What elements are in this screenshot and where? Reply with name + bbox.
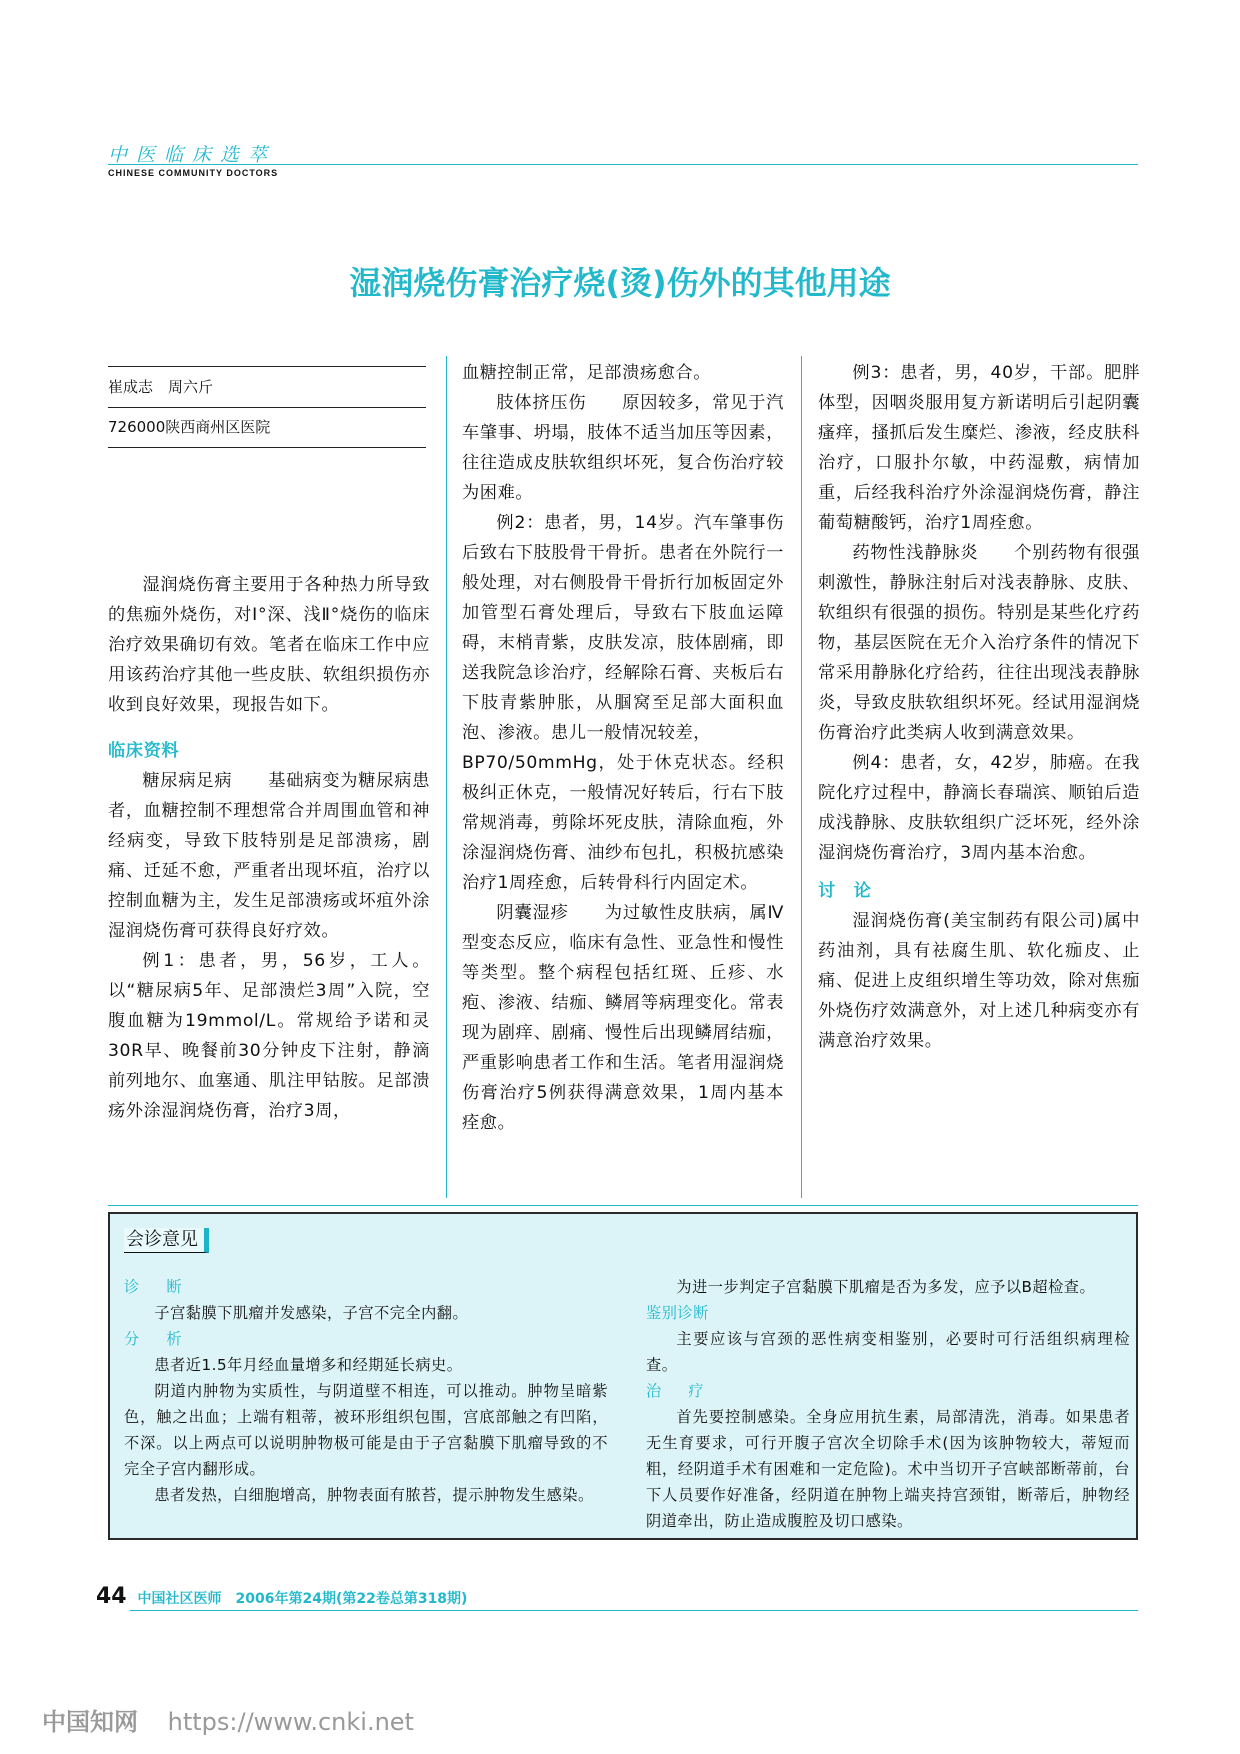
paragraph-case-3: 例3：患者，男，40岁，干部。肥胖体型，因咽炎服用复方新诺明后引起阴囊瘙痒，搔抓后发生糜烂、渗液，经皮肤科治疗，口服扑尔敏，中药湿敷，病情加重，后经我科治疗外涂湿润烧伤膏，静注葡萄糖酸钙，治疗1周痊愈。 <box>818 363 1140 533</box>
journal-english-name: CHINESE COMMUNITY DOCTORS <box>108 168 279 178</box>
footer-rule <box>130 1610 1138 1611</box>
journal-section-title: 中医临床选萃 <box>108 144 277 166</box>
differential-text: 主要应该与宫颈的恶性病变相鉴别，必要时可行活组织病理检查。 <box>646 1330 1130 1374</box>
diagnosis-text: 子宫黏膜下肌瘤并发感染，子宫不完全内翻。 <box>154 1304 469 1322</box>
paragraph-case-2: 例2：患者，男，14岁。汽车肇事伤后致右下肢股骨干骨折。患者在外院行一般处理，对右侧股骨干骨折行加板固定外加管型石膏处理后，导致右下肢血运障碍，末梢青紫，皮肤发凉，肢体剧痛，即送我院急诊治疗，经解除石膏、夹板后右下肢青紫肿胀，从腘窝至足部大面积血泡、渗液。患儿一般情况较差， <box>462 513 784 743</box>
consultation-title: 会诊意见 <box>124 1228 209 1253</box>
paragraph-phlebitis: 药物性浅静脉炎 个别药物有很强刺激性，静脉注射后对浅表静脉、皮肤、软组织有很强的损伤。特别是某些化疗药物，基层医院在无介入治疗条件的情况下常采用静脉化疗给药，往往出现浅表静脉炎，导致皮肤软组织坏死。经试用湿润烧伤膏治疗此类病人收到满意效果。 <box>818 543 1140 743</box>
consultation-left-column <box>124 1274 608 1508</box>
treatment-text: 首先要控制感染。全身应用抗生素，局部清洗，消毒。如果患者无生育要求，可行开腹子宫次全切除手术(因为该肿物较大，蒂短而粗，经阴道手术有困难和一定危险)。术中当切开子宫峡部断蒂前，台下人员要作好准备，经阴道在肿物上端夹持宫颈钳，断蒂后，肿物经阴道牵出，防止造成腹腔及切口感染。 <box>646 1408 1130 1530</box>
paragraph-case-1-continued: 血糖控制正常，足部溃疡愈合。 <box>462 363 712 383</box>
column-3 <box>818 358 1140 1056</box>
author-affiliation: 726000陕西商州区医院 <box>108 407 426 448</box>
heading-analysis: 分 析 <box>124 1330 188 1348</box>
article-authors: 崔成志 周六斤 <box>108 366 426 408</box>
heading-diagnosis: 诊 断 <box>124 1278 188 1296</box>
heading-differential: 鉴别诊断 <box>646 1304 709 1322</box>
section-heading-clinical: 临床资料 <box>108 741 180 761</box>
column-1 <box>108 570 430 1126</box>
column-2 <box>462 358 784 1138</box>
paragraph-scrotal-eczema: 阴囊湿疹 为过敏性皮肤病，属Ⅳ型变态反应，临床有急性、亚急性和慢性等类型。整个病程包括红斑、丘疹、水疱、渗液、结痂、鳞屑等病理变化。常表现为剧痒、剧痛、慢性后出现鳞屑结痂，严重影响患者工作和生活。笔者用湿润烧伤膏治疗5例获得满意效果，1周内基本痊愈。 <box>462 903 784 1133</box>
cnki-watermark <box>42 1702 414 1737</box>
column-divider-2 <box>801 356 802 1198</box>
page-number: 44 <box>96 1584 127 1609</box>
article-title: 湿润烧伤膏治疗烧(烫)伤外的其他用途 <box>349 264 891 302</box>
section-heading-discussion: 讨 论 <box>818 881 872 901</box>
page-footer <box>96 1584 467 1609</box>
column-divider-1 <box>446 356 447 1198</box>
paragraph-case-4: 例4：患者，女，42岁，肺癌。在我院化疗过程中，静滴长春瑞滨、顺铂后造成浅静脉、皮肤软组织广泛坏死，经外涂湿润烧伤膏治疗，3周内基本治愈。 <box>818 753 1140 863</box>
further-exam-text: 为进一步判定子宫黏膜下肌瘤是否为多发，应予以B超检查。 <box>676 1278 1096 1296</box>
watermark-url[interactable]: https://www.cnki.net <box>167 1708 414 1736</box>
header-rule <box>108 164 1138 165</box>
watermark-brand: 中国知网 <box>42 1708 138 1736</box>
consultation-right-column <box>646 1274 1130 1534</box>
intro-paragraph: 湿润烧伤膏主要用于各种热力所导致的焦痂外烧伤，对Ⅰ°深、浅Ⅱ°烧伤的临床治疗效果确切有效。笔者在临床工作中应用该药治疗其他一些皮肤、软组织损伤亦收到良好效果，现报告如下。 <box>108 575 430 715</box>
paragraph-discussion: 湿润烧伤膏(美宝制药有限公司)属中药油剂，具有祛腐生肌、软化痂皮、止痛、促进上皮组织增生等功效，除对焦痂外烧伤疗效满意外，对上述几种病变亦有满意治疗效果。 <box>818 911 1140 1051</box>
journal-citation: 中国社区医师 2006年第24期(第22卷总第318期) <box>137 1591 468 1607</box>
paragraph-diabetic-foot: 糖尿病足病 基础病变为糖尿病患者，血糖控制不理想常合并周围血管和神经病变，导致下肢特别是足部溃疡，剧痛、迁延不愈，严重者出现坏疽，治疗以控制血糖为主，发生足部溃疡或坏疽外涂湿润烧伤膏可获得良好疗效。 <box>108 771 430 941</box>
consultation-box <box>108 1212 1138 1540</box>
paragraph-case-2-continued: BP70/50mmHg，处于休克状态。经积极纠正休克，一般情况好转后，行右下肢常规消毒，剪除坏死皮肤，清除血疱，外涂湿润烧伤膏、油纱布包扎，积极抗感染治疗1周痊愈，后转骨科行内固定术。 <box>462 753 784 893</box>
analysis-text-2: 阴道内肿物为实质性，与阴道壁不相连，可以推动。肿物呈暗紫色，触之出血；上端有粗蒂，被环形组织包围，宫底部触之有凹陷，不深。以上两点可以说明肿物极可能是由于子宫黏膜下肌瘤导致的不完全子宫内翻形成。 <box>124 1382 608 1478</box>
paragraph-crush-injury: 肢体挤压伤 原因较多，常见于汽车肇事、坍塌，肢体不适当加压等因素，往往造成皮肤软组织坏死，复合伤治疗较为困难。 <box>462 393 784 503</box>
analysis-text-3: 患者发热，白细胞增高，肿物表面有脓苔，提示肿物发生感染。 <box>154 1486 594 1504</box>
analysis-text-1: 患者近1.5年月经血量增多和经期延长病史。 <box>154 1356 463 1374</box>
consult-top-rule <box>108 1205 1138 1206</box>
paragraph-case-1: 例1：患者，男，56岁，工人。以“糖尿病5年、足部溃烂3周”入院，空腹血糖为19mmol/L。常规给予诺和灵30R早、晚餐前30分钟皮下注射，静滴前列地尔、血塞通、肌注甲钴胺。足部溃疡外涂湿润烧伤膏，治疗3周， <box>108 951 430 1121</box>
heading-treatment: 治 疗 <box>646 1382 710 1400</box>
